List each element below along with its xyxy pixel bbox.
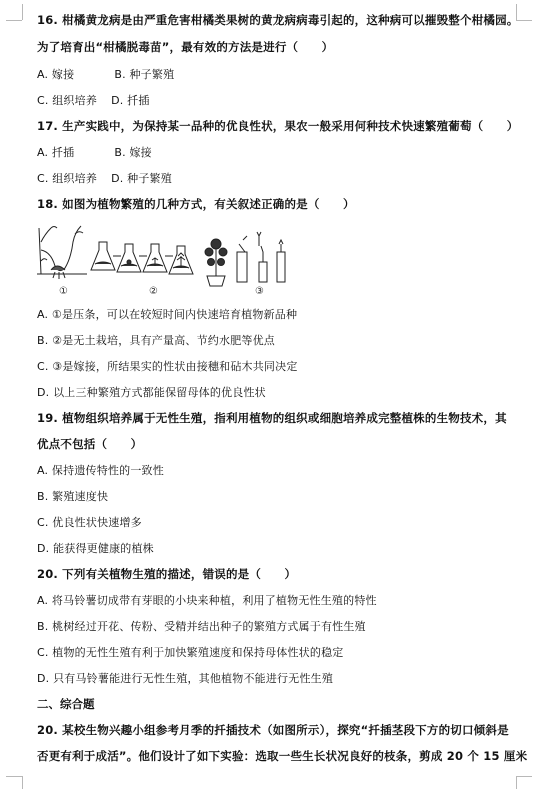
question-17-line-1: 17. 生产实践中，为保持某一品种的优良性状，果农一般采用何种技术快速繁殖葡萄（ ） — [37, 119, 519, 133]
crop-mark-bottom-right-v — [516, 776, 517, 789]
question-19-option-d: D. 能获得更健康的植株 — [37, 542, 154, 555]
option-c: C. 组织培养 — [37, 172, 98, 185]
option-c: C. 组织培养 — [37, 94, 98, 107]
figure-label-1: ① — [59, 286, 68, 297]
question-16-line-1: 16. 柑橘黄龙病是由严重危害柑橘类果树的黄龙病病毒引起的，这种病可以摧毁整个柑橘园。 — [37, 13, 519, 27]
grafting-drawing — [237, 232, 285, 282]
question-16-options-row-2 — [37, 92, 150, 108]
question-20-option-b: B. 桃树经过开花、传粉、受精并结出种子的繁殖方式属于有性生殖 — [37, 620, 366, 633]
question-18-option-b: B. ②是无土栽培，具有产量高、节约水肥等优点 — [37, 334, 275, 347]
comprehensive-question-line-2: 否更有利于成活”。他们设计了如下实验：选取一些生长状况良好的枝条，剪成 20 个 15 厘米 — [37, 749, 528, 763]
question-18-option-c: C. ③是嫁接，所结果实的性状由接穗和砧木共同决定 — [37, 360, 298, 373]
question-20-option-d: D. 只有马铃薯能进行无性生殖，其他植物不能进行无性生殖 — [37, 672, 334, 685]
question-18-line-1: 18. 如图为植物繁殖的几种方式，有关叙述正确的是（ ） — [37, 197, 355, 211]
comprehensive-question-line-1: 20. 某校生物兴趣小组参考月季的扦插技术（如图所示），探究“扦插茎段下方的切口倾斜是 — [37, 723, 509, 737]
figure-label-2: ② — [149, 286, 158, 297]
layering-drawing — [37, 226, 87, 279]
option-d: D. 种子繁殖 — [111, 172, 172, 185]
crop-mark-bottom-right-h — [516, 776, 532, 777]
question-19-option-a: A. 保持遗传特性的一致性 — [37, 464, 164, 477]
question-16-options-row-1 — [37, 66, 174, 82]
question-20-option-a: A. 将马铃薯切成带有芽眼的小块来种植，利用了植物无性生殖的特性 — [37, 594, 377, 607]
option-a: A. 扦插 — [37, 146, 75, 159]
question-20-option-c: C. 植物的无性生殖有利于加快繁殖速度和保持母体性状的稳定 — [37, 646, 344, 659]
question-18-option-d: D. 以上三种繁殖方式都能保留母体的优良性状 — [37, 386, 266, 399]
question-19-option-b: B. 繁殖速度快 — [37, 490, 109, 503]
option-b: B. 种子繁殖 — [114, 68, 175, 81]
question-19-option-c: C. 优良性状快速增多 — [37, 516, 142, 529]
question-17-options-row-1 — [37, 144, 152, 160]
figure-label-3: ③ — [255, 286, 264, 297]
crop-mark-top-left-h — [6, 20, 22, 21]
crop-mark-top-left-v — [22, 4, 23, 20]
option-a: A. 嫁接 — [37, 68, 75, 81]
section-heading: 二、综合题 — [37, 697, 95, 711]
crop-mark-bottom-left-v — [22, 776, 23, 789]
option-d: D. 扦插 — [111, 94, 150, 107]
question-19-line-2: 优点不包括（ ） — [37, 437, 143, 451]
plant-propagation-figure — [37, 222, 297, 298]
question-19-line-1: 19. 植物组织培养属于无性生殖，指利用植物的组织或细胞培养成完整植株的生物技术，其 — [37, 411, 507, 425]
question-16-line-2: 为了培育出“柑橘脱毒苗”，最有效的方法是进行（ ） — [37, 40, 334, 54]
tissue-culture-flasks — [91, 242, 193, 274]
option-b: B. 嫁接 — [114, 146, 152, 159]
question-18-option-a: A. ①是压条，可以在较短时间内快速培育植物新品种 — [37, 308, 298, 321]
crop-mark-bottom-left-h — [6, 776, 22, 777]
question-17-options-row-2 — [37, 170, 172, 186]
question-20-line-1: 20. 下列有关植物生殖的描述，错误的是（ ） — [37, 567, 297, 581]
potted-plant-drawing — [205, 239, 227, 286]
